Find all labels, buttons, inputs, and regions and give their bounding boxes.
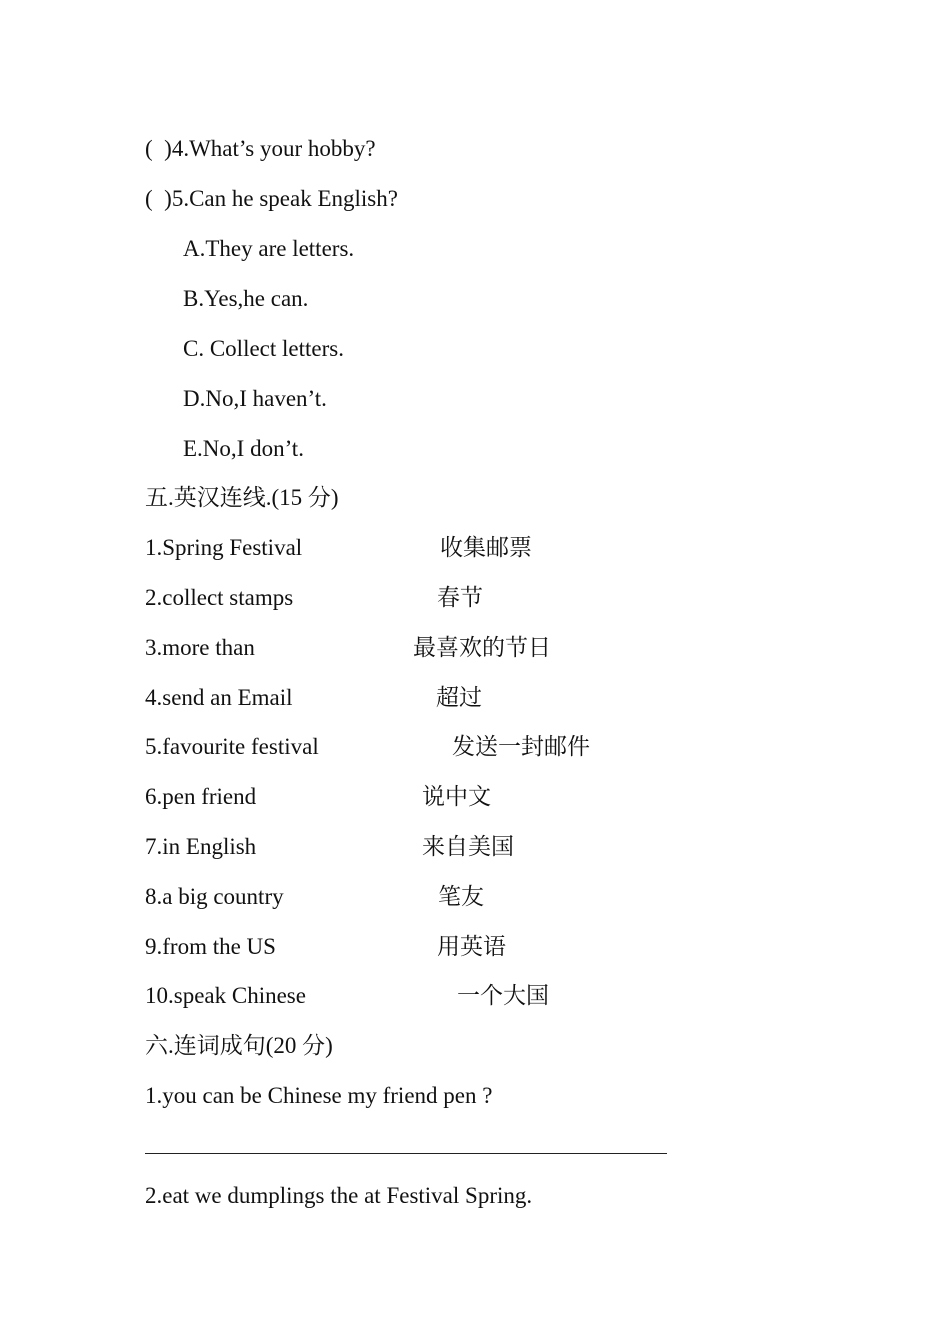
option-c: C. Collect letters. — [183, 336, 344, 361]
match-zh-2: 春节 — [437, 585, 483, 610]
match-zh-9: 用英语 — [437, 934, 506, 959]
match-en-8: 8.a big country — [145, 884, 284, 909]
match-zh-6: 说中文 — [422, 784, 491, 809]
question-text: 4.What’s your hobby? — [171, 136, 376, 161]
match-zh-10: 一个大国 — [457, 983, 549, 1008]
answer-line[interactable] — [145, 1153, 667, 1154]
match-en-7: 7.in English — [145, 834, 257, 859]
match-en-1: 1.Spring Festival — [145, 535, 303, 560]
scramble-2: 2.eat we dumplings the at Festival Spring. — [145, 1183, 533, 1208]
match-en-2: 2.collect stamps — [145, 585, 294, 610]
section-6-title: 六.连词成句(20 分) — [145, 1033, 333, 1058]
question-text: 5.Can he speak English? — [171, 186, 398, 211]
match-en-9: 9.from the US — [145, 934, 276, 959]
match-en-6: 6.pen friend — [145, 784, 257, 809]
match-zh-4: 超过 — [436, 685, 482, 710]
match-en-5: 5.favourite festival — [145, 734, 319, 759]
match-zh-5: 发送一封邮件 — [452, 734, 590, 759]
scramble-1: 1.you can be Chinese my friend pen ? — [145, 1083, 493, 1108]
match-en-4: 4.send an Email — [145, 685, 293, 710]
match-zh-1: 收集邮票 — [440, 535, 532, 560]
answer-paren: ( ) — [145, 186, 172, 211]
match-zh-8: 笔友 — [438, 884, 484, 909]
question-5 — [145, 184, 398, 214]
question-4 — [145, 134, 376, 164]
answer-paren: ( ) — [145, 136, 172, 161]
section-5-title: 五.英汉连线.(15 分) — [145, 485, 339, 510]
option-a: A.They are letters. — [183, 236, 355, 261]
match-en-3: 3.more than — [145, 635, 255, 660]
match-zh-7: 来自美国 — [422, 834, 514, 859]
match-en-10: 10.speak Chinese — [145, 983, 306, 1008]
option-b: B.Yes,he can. — [183, 286, 309, 311]
match-zh-3: 最喜欢的节日 — [413, 635, 551, 660]
option-e: E.No,I don’t. — [183, 436, 304, 461]
option-d: D.No,I haven’t. — [183, 386, 327, 411]
